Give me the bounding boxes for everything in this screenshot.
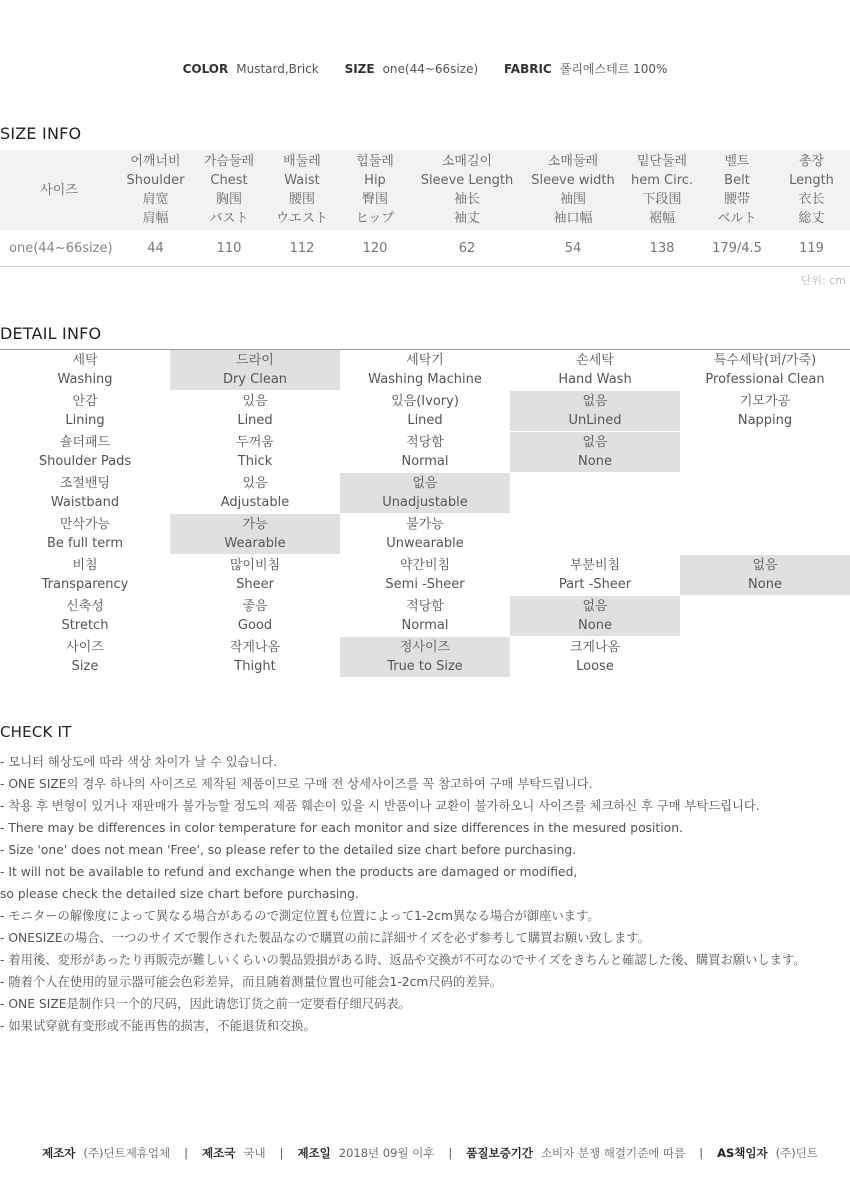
detail-option-text: Loose: [576, 659, 614, 674]
size-header-waist: [265, 150, 339, 230]
detail-info-title: DETAIL INFO: [0, 324, 102, 343]
check-it-line: - 着用後、変形があったり再販売が難しいくらいの製品毀損がある時、返品や交換が不可なのでサイズをきちんと確認した後、購買お願いします。: [0, 953, 806, 967]
size-header-ko: 밑단둘레: [636, 154, 688, 169]
size-header-label: 사이즈: [0, 150, 118, 230]
detail-option-text: 없음: [582, 394, 608, 409]
detail-option: [510, 350, 680, 391]
size-header-en: Sleeve width: [531, 173, 615, 188]
check-it-line: - 如果试穿就有变形或不能再售的损害，不能退货和交换。: [0, 1019, 316, 1033]
size-header-jp: ウエスト: [275, 211, 328, 226]
detail-option: [510, 555, 680, 596]
footer-value: (주)딘트제휴업체: [83, 1146, 171, 1160]
detail-option-text: 손세탁: [576, 353, 614, 368]
detail-category: [0, 473, 170, 514]
detail-option-text: 없음: [582, 599, 608, 614]
detail-option: [680, 350, 850, 391]
size-header-belt: [701, 150, 773, 230]
detail-option: [510, 514, 680, 555]
size-header-length: [773, 150, 850, 230]
size-header-chest: [193, 150, 265, 230]
size-header-jp: バスト: [209, 211, 249, 226]
detail-category: [0, 596, 170, 637]
size-header-en: Chest: [210, 173, 248, 188]
size-data-row: [0, 230, 850, 267]
footer-value: 국내: [243, 1146, 266, 1160]
detail-row: [0, 432, 850, 473]
detail-option: [340, 596, 510, 637]
detail-option: [680, 473, 850, 514]
detail-category-text: Be full term: [46, 536, 124, 551]
detail-option: [340, 555, 510, 596]
detail-option-text: Normal: [401, 618, 449, 633]
size-header-en: hem Circ.: [630, 173, 694, 188]
size-header-en: Shoulder: [126, 173, 185, 188]
size-header-sleeve-length: [411, 150, 523, 230]
detail-option: [170, 596, 340, 637]
detail-category: [0, 637, 170, 678]
detail-option-text: None: [578, 454, 612, 469]
size-value-cell: 112: [265, 230, 339, 267]
size-header-ko: 총장: [798, 154, 825, 169]
detail-option-text: 약간비침: [399, 558, 451, 573]
fabric-label: FABRIC: [503, 62, 552, 76]
detail-option-text: Unwearable: [386, 536, 464, 551]
size-value-cell: 119: [773, 230, 850, 267]
size-value-cell: 110: [193, 230, 265, 267]
size-header-cn: 胸围: [215, 192, 242, 207]
detail-row: [0, 596, 850, 637]
detail-option-text: 작게나옴: [229, 640, 281, 655]
size-info-table: [0, 150, 850, 267]
detail-row: [0, 473, 850, 514]
size-header-cn: 下段围: [642, 192, 682, 207]
size-header-cn: 腰带: [723, 192, 750, 207]
footer-separator: |: [279, 1146, 284, 1160]
detail-option: [680, 637, 850, 678]
detail-category: [0, 391, 170, 432]
detail-category-text: Washing: [57, 372, 113, 387]
footer-value: 소비자 분쟁 해결기준에 따름: [540, 1146, 686, 1160]
size-value: one(44~66size): [382, 62, 479, 76]
check-it-line: - ONE SIZE의 경우 하나의 사이즈로 제작된 제품이므로 구매 전 상세사이즈를 꼭 참고하여 구매 부탁드립니다.: [0, 777, 593, 791]
footer-label: 품질보증기간: [466, 1146, 533, 1160]
size-header-jp: 袖丈: [453, 211, 480, 226]
detail-category-text: Transparency: [41, 577, 129, 592]
size-label: SIZE: [344, 62, 375, 76]
detail-category: [0, 432, 170, 473]
detail-option: [680, 514, 850, 555]
size-info-title: SIZE INFO: [0, 124, 82, 143]
size-header-hem-circ: [623, 150, 701, 230]
check-it-line: - ONESIZEの場合、一つのサイズで製作された製品なので購買の前に詳細サイズを必ず参考して購買お願い致します。: [0, 931, 650, 945]
detail-option-text: 있음: [242, 394, 268, 409]
detail-option-text: Dry Clean: [222, 372, 288, 387]
detail-option-selected: [340, 637, 510, 678]
size-header-ko: 배둘레: [283, 154, 321, 169]
footer-label: 제조일: [297, 1146, 331, 1160]
color-value: Mustard,Brick: [236, 62, 319, 76]
size-header-ko: 소매길이: [441, 154, 493, 169]
size-header-cn: 腰围: [288, 192, 315, 207]
check-it-line: - 착용 후 변형이 있거나 재판매가 불가능할 정도의 제품 훼손이 있을 시 반품이나 교환이 불가하오니 사이즈를 체크하신 후 구매 부탁드립니다.: [0, 799, 760, 813]
detail-category-text: Size: [71, 659, 99, 674]
size-header-cn: 袖长: [453, 192, 480, 207]
detail-category: [0, 555, 170, 596]
size-header-ko: 어깨너비: [130, 154, 181, 169]
footer-label: 제조자: [42, 1146, 76, 1160]
size-header-hip: [339, 150, 411, 230]
size-header-cn: 袖围: [559, 192, 586, 207]
detail-option-text: 크게나옴: [569, 640, 621, 655]
detail-category-text: Waistband: [50, 495, 120, 510]
size-header-row: [0, 150, 850, 230]
detail-row: [0, 391, 850, 432]
detail-option-text: 없음: [582, 435, 608, 450]
detail-option-text: True to Size: [387, 659, 463, 674]
detail-option-text: UnLined: [568, 413, 622, 428]
size-header-jp: 裾幅: [648, 211, 675, 226]
detail-row: [0, 637, 850, 678]
detail-option-text: Good: [237, 618, 273, 633]
detail-option-selected: [170, 514, 340, 555]
detail-option-text: Napping: [737, 413, 793, 428]
detail-category: [0, 350, 170, 391]
detail-option-text: 없음: [412, 476, 438, 491]
detail-option: [170, 473, 340, 514]
detail-option-text: Thick: [237, 454, 273, 469]
size-header-ko: 가슴둘레: [203, 154, 255, 169]
detail-option: [340, 350, 510, 391]
detail-option-text: None: [578, 618, 612, 633]
detail-row: [0, 514, 850, 555]
detail-category-text: 조절밴딩: [59, 476, 111, 491]
footer-separator: |: [699, 1146, 704, 1160]
detail-row: [0, 350, 850, 391]
fabric-value: 폴리에스테르 100%: [559, 62, 668, 76]
check-it-list: [0, 751, 850, 1037]
check-it-title: CHECK IT: [0, 723, 72, 741]
detail-option-text: Hand Wash: [558, 372, 632, 387]
detail-option-text: 특수세탁(퍼/가죽): [713, 353, 817, 368]
detail-option-text: Semi -Sheer: [385, 577, 465, 592]
detail-category-text: 만삭가능: [59, 517, 111, 532]
size-row-label: one(44~66size): [0, 230, 118, 267]
detail-option-text: Unadjustable: [382, 495, 468, 510]
size-header-en: Sleeve Length: [420, 173, 514, 188]
detail-option-selected: [510, 596, 680, 637]
detail-category-text: 안감: [72, 394, 98, 409]
footer-label: AS책임자: [717, 1146, 768, 1160]
footer-label: 제조국: [202, 1146, 236, 1160]
footer-value: 2018년 09월 이후: [338, 1146, 435, 1160]
check-it-line: - 随着个人在使用的显示器可能会色彩差异，而且随着测量位置也可能会1-2cm尺码的差异。: [0, 975, 503, 989]
detail-option-text: Normal: [401, 454, 449, 469]
size-header-shoulder: [118, 150, 193, 230]
size-value-cell: 54: [523, 230, 623, 267]
detail-option: [680, 391, 850, 432]
check-it-line: - It will not be available to refund and exchange when the products are damaged or modified,: [0, 865, 578, 879]
detail-option-text: None: [748, 577, 782, 592]
detail-option: [680, 432, 850, 473]
detail-option-text: 있음(Ivory): [391, 394, 459, 409]
check-it-line: - モニターの解像度によって異なる場合があるので測定位置も位置によって1-2cm異なる場合が御座います。: [0, 909, 600, 923]
size-value-cell: 44: [118, 230, 193, 267]
detail-option-text: Part -Sheer: [558, 577, 632, 592]
detail-option: [170, 555, 340, 596]
size-header-en: Belt: [724, 173, 750, 188]
size-header-jp: ベルト: [717, 211, 757, 226]
size-value-cell: 138: [623, 230, 701, 267]
footer-separator: |: [184, 1146, 189, 1160]
footer-separator: |: [448, 1146, 453, 1160]
detail-category-text: 신축성: [66, 599, 104, 614]
product-spec-line: [0, 60, 850, 77]
detail-info-table: [0, 349, 850, 678]
detail-option-text: 부분비침: [569, 558, 621, 573]
detail-option: [170, 391, 340, 432]
size-header-jp: 袖口幅: [553, 211, 593, 226]
size-header-cn: 衣长: [798, 192, 825, 207]
detail-option-text: 적당함: [406, 435, 444, 450]
detail-option-selected: [680, 555, 850, 596]
detail-option-text: 정사이즈: [399, 640, 451, 655]
size-header-en: Length: [789, 173, 834, 188]
detail-option-text: 드라이: [236, 353, 274, 368]
detail-option-selected: [510, 391, 680, 432]
detail-option-text: 많이비침: [229, 558, 281, 573]
detail-option: [170, 637, 340, 678]
size-header-cn: 肩宽: [142, 192, 169, 207]
detail-option-text: Lined: [237, 413, 273, 428]
check-it-line: so please check the detailed size chart before purchasing.: [0, 887, 359, 901]
detail-option-text: 불가능: [406, 517, 444, 532]
color-label: COLOR: [182, 62, 229, 76]
detail-category-text: Lining: [65, 413, 105, 428]
detail-category-text: 비침: [72, 558, 98, 573]
size-value-cell: 179/4.5: [701, 230, 773, 267]
size-header-sleeve-width: [523, 150, 623, 230]
check-it-line: - 모니터 해상도에 따라 색상 차이가 날 수 있습니다.: [0, 755, 278, 769]
detail-option-selected: [510, 432, 680, 473]
check-it-line: - ONE SIZE是制作只一个的尺码，因此请您订货之前一定要看仔细尺码表。: [0, 997, 411, 1011]
footer-info: [0, 1145, 850, 1161]
detail-option-text: Wearable: [224, 536, 286, 551]
size-header-ko: 힙둘레: [356, 154, 394, 169]
size-header-en: Hip: [364, 173, 386, 188]
detail-option-selected: [340, 473, 510, 514]
detail-category: [0, 514, 170, 555]
size-value-cell: 62: [411, 230, 523, 267]
size-header-ko: 벨트: [724, 154, 750, 169]
detail-option: [340, 514, 510, 555]
detail-option-text: Thight: [234, 659, 276, 674]
detail-category-text: 세탁: [72, 353, 98, 368]
detail-option-text: 두꺼움: [236, 435, 274, 450]
detail-category-text: 숄더패드: [59, 435, 111, 450]
detail-option: [340, 391, 510, 432]
detail-option-text: 기모가공: [739, 394, 791, 409]
size-header-cn: 臀围: [361, 192, 388, 207]
footer-value: (주)딘트: [775, 1146, 818, 1160]
detail-option-text: Sheer: [236, 577, 274, 592]
detail-category-text: Shoulder Pads: [38, 454, 132, 469]
detail-row: [0, 555, 850, 596]
detail-option-text: 좋음: [242, 599, 268, 614]
size-header-jp: 総丈: [798, 211, 825, 226]
detail-option: [510, 637, 680, 678]
size-header-ko: 소매둘레: [547, 154, 599, 169]
detail-option-text: Lined: [407, 413, 443, 428]
size-header-jp: 肩幅: [142, 211, 169, 226]
detail-option-text: 있음: [242, 476, 268, 491]
detail-option-selected: [170, 350, 340, 391]
check-it-line: - There may be differences in color temperature for each monitor and size differences in the mesured position.: [0, 821, 683, 835]
detail-option-text: 적당함: [406, 599, 444, 614]
detail-option-text: Washing Machine: [368, 372, 482, 387]
unit-note: 단위: cm: [800, 274, 846, 287]
detail-category-text: 사이즈: [66, 640, 104, 655]
detail-option: [170, 432, 340, 473]
detail-option: [510, 473, 680, 514]
detail-category-text: Stretch: [61, 618, 109, 633]
detail-option-text: Adjustable: [220, 495, 290, 510]
size-header-jp: ヒップ: [355, 211, 395, 226]
size-header-en: Waist: [284, 173, 320, 188]
check-it-line: - Size 'one' does not mean 'Free', so please refer to the detailed size chart before purchasing.: [0, 843, 577, 857]
size-value-cell: 120: [339, 230, 411, 267]
detail-option-text: Professional Clean: [705, 372, 825, 387]
detail-option: [340, 432, 510, 473]
detail-option: [680, 596, 850, 637]
detail-option-text: 세탁기: [406, 353, 444, 368]
detail-option-text: 없음: [752, 558, 778, 573]
detail-option-text: 가능: [242, 517, 268, 532]
